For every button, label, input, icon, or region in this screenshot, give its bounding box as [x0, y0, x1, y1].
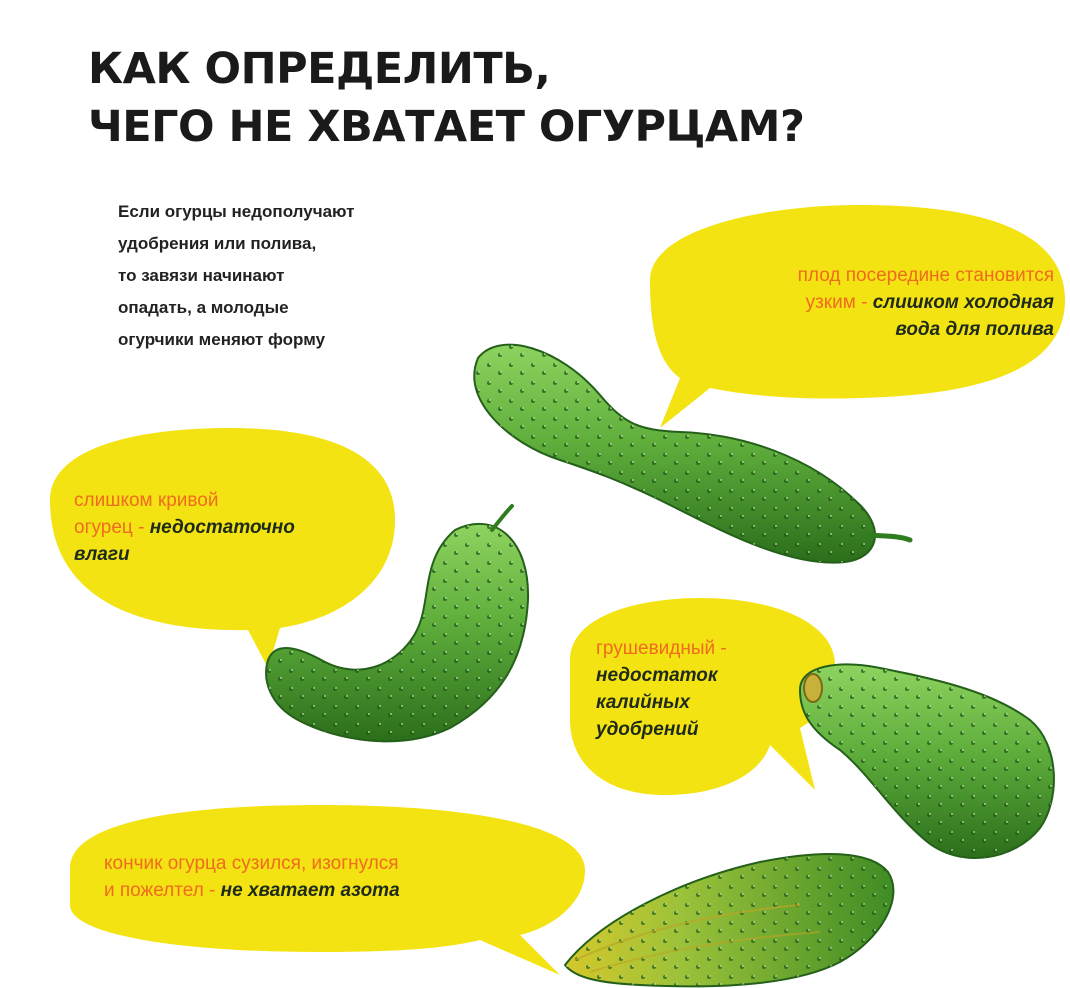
bubble-pear-cause-2: калийных — [596, 692, 690, 713]
bubble-narrow-lead-2: узким — [805, 292, 856, 313]
intro-line: огурчики меняют форму — [118, 330, 326, 349]
bubble-curved-text — [74, 487, 394, 568]
bubble-narrow-cause: слишком холодная — [872, 292, 1054, 313]
title-line-1: КАК ОПРЕДЕЛИТЬ, — [88, 44, 551, 94]
intro-text — [118, 196, 498, 356]
bubble-dash: - — [715, 638, 727, 659]
bubble-tip-lead-2: и пожелтел — [104, 880, 204, 901]
cucumber-yellow-tip — [565, 854, 893, 986]
bubble-pear-text — [596, 635, 816, 743]
bubble-narrow-cause-2: вода для полива — [895, 319, 1054, 340]
bubble-dash: - — [132, 517, 150, 538]
bubble-curved-cause: недостаточно — [149, 517, 295, 538]
intro-line: то завязи начинают — [118, 266, 285, 285]
bubble-curved-cause-2: влаги — [74, 544, 130, 565]
bubble-pear-cause-3: удобрений — [596, 719, 699, 740]
bubble-narrow-lead: плод посередине становится — [797, 265, 1054, 286]
bubble-pear-cause: недостаток — [596, 665, 718, 686]
bubble-tip-text — [104, 850, 564, 904]
bubble-curved-lead-2: огурец — [74, 517, 133, 538]
intro-line: опадать, а молодые — [118, 298, 289, 317]
bubble-dash: - — [855, 292, 873, 313]
bubble-tip-cause: не хватает азота — [220, 880, 400, 901]
cucumber-pear-shaped — [800, 664, 1054, 857]
bubble-curved-lead: слишком кривой — [74, 490, 219, 511]
intro-line: удобрения или полива, — [118, 234, 317, 253]
bubble-tip-lead: кончик огурца сузился, изогнулся — [104, 853, 399, 874]
bubble-pear-lead: грушевидный — [596, 638, 716, 659]
bubble-dash: - — [203, 880, 221, 901]
intro-line: Если огурцы недополучают — [118, 202, 355, 221]
bubble-narrow-text — [664, 262, 1054, 343]
title-line-2: ЧЕГО НЕ ХВАТАЕТ ОГУРЦАМ? — [88, 102, 805, 152]
page-title — [88, 40, 804, 156]
